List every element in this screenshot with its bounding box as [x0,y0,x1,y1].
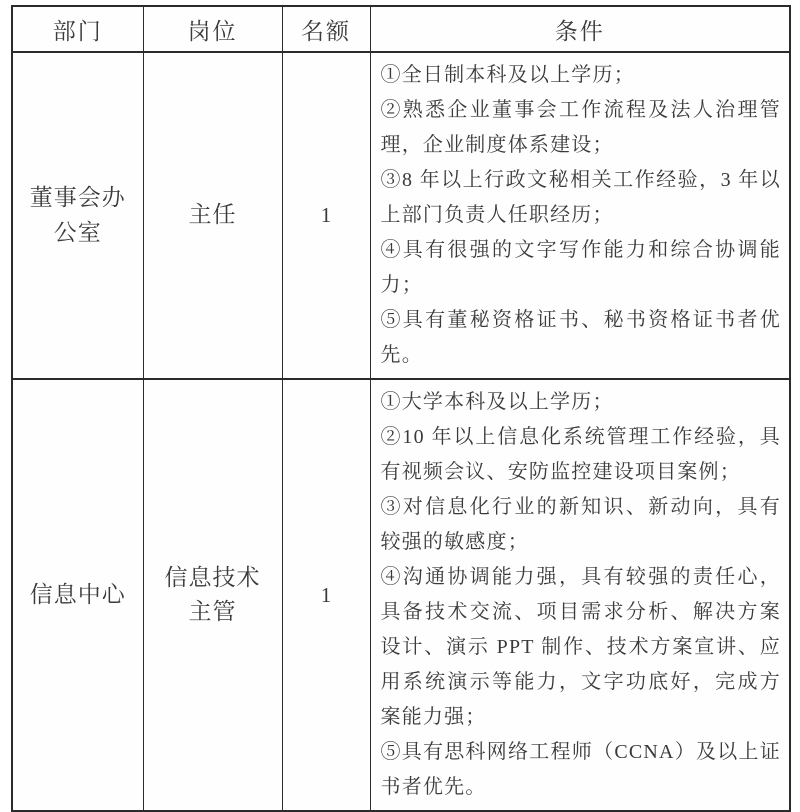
col-header-conditions: 条件 [370,6,790,52]
condition-item: ④具有很强的文字写作能力和综合协调能力； [380,239,781,296]
condition-item: ①大学本科及以上学历； [380,391,614,413]
recruitment-table [11,5,791,812]
condition-item: ②10 年以上信息化系统管理工作经验，具有视频会议、安防监控建设项目案例； [380,426,781,483]
department-cell: 信息中心 [12,379,143,811]
department-cell: 董事会办公室 [12,52,143,379]
condition-item: ⑤具有思科网络工程师（CCNA）及以上证书者优先。 [380,741,781,798]
condition-item: ③对信息化行业的新知识、新动向，具有较强的敏感度； [380,496,781,553]
condition-item: ①全日制本科及以上学历； [380,64,635,86]
condition-item: ④沟通协调能力强，具有较强的责任心，具备技术交流、项目需求分析、解决方案设计、演示 PPT 制作、技术方案宣讲、应用系统演示等能力，文字功底好，完成方案能力强； [380,566,781,728]
quota-cell: 1 [282,379,370,811]
condition-item: ②熟悉企业董事会工作流程及法人治理管理，企业制度体系建设； [380,99,781,156]
condition-item: ③8 年以上行政文秘相关工作经验，3 年以上部门负责人任职经历； [380,169,781,226]
position-cell: 主任 [143,52,282,379]
condition-item: ⑤具有董秘资格证书、秘书资格证书者优先。 [380,309,781,366]
table-row-information-center [12,379,790,811]
quota-cell: 1 [282,52,370,379]
conditions-cell [370,379,790,811]
table-header-row [12,6,790,52]
position-cell: 信息技术主管 [143,379,282,811]
col-header-department: 部门 [12,6,143,52]
col-header-quota: 名额 [282,6,370,52]
col-header-position: 岗位 [143,6,282,52]
conditions-cell [370,52,790,379]
table-row-board-office [12,52,790,379]
